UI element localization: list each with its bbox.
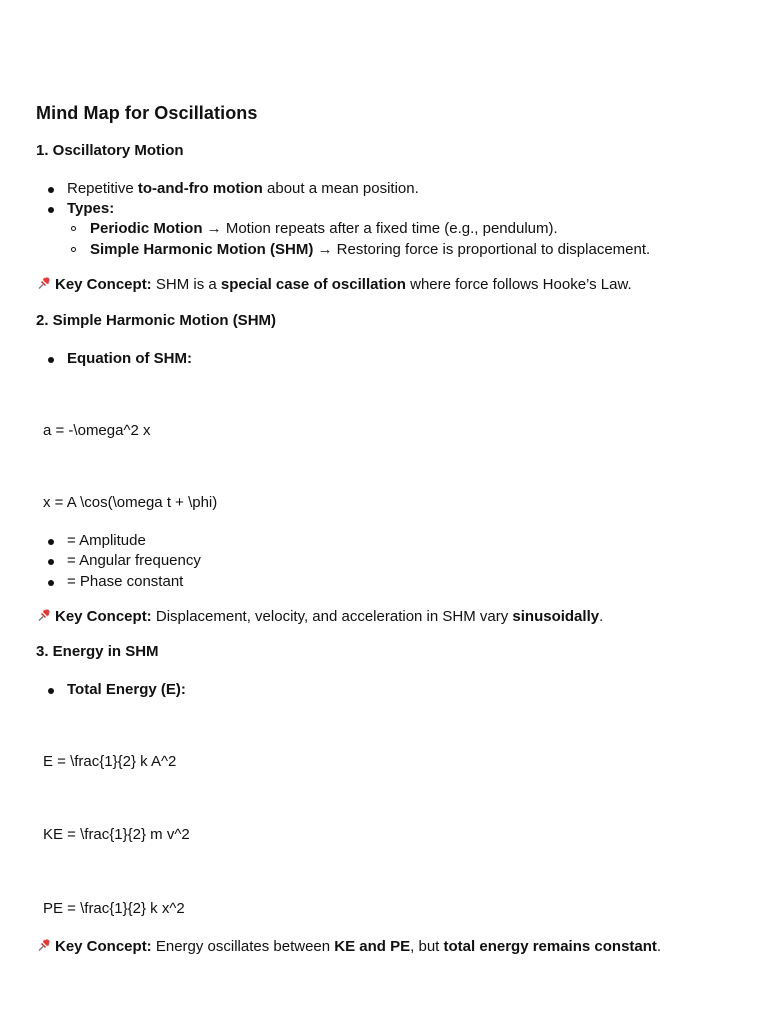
s1-sub-bullet-2: Simple Harmonic Motion (SHM) → Restoring force is proportional to displacement. [90,241,650,258]
pushpin-icon [36,937,52,953]
pushpin-icon [36,607,52,623]
pushpin-icon [36,275,52,291]
equation-displacement: x = A \cos(\omega t + \phi) [43,494,218,511]
bullet-icon [48,207,54,213]
bullet-icon [48,357,54,363]
s2-bullet-1: Equation of SHM: [67,350,192,367]
page-title: Mind Map for Oscillations [36,103,258,123]
bullet-icon [48,580,54,586]
section-3-heading: 3. Energy in SHM [36,643,159,660]
circle-bullet-icon [71,226,76,231]
s2-list-item-3: = Phase constant [67,573,183,590]
section-1-heading: 1. Oscillatory Motion [36,142,184,159]
s3-key-concept: Key Concept: Energy oscillates between KE and PE, but total energy remains constant. [36,937,661,955]
equation-kinetic-energy: KE = \frac{1}{2} m v^2 [43,826,190,843]
s1-bullet-1: Repetitive to-and-fro motion about a mean position. [67,180,419,197]
circle-bullet-icon [71,247,76,252]
s2-list-item-2: = Angular frequency [67,552,201,569]
section-2-heading: 2. Simple Harmonic Motion (SHM) [36,312,277,329]
s1-bullet-2: Types: [67,200,114,217]
s1-sub-bullet-1: Periodic Motion → Motion repeats after a fixed time (e.g., pendulum). [90,220,558,237]
s2-key-concept: Key Concept: Displacement, velocity, and acceleration in SHM vary sinusoidally. [36,607,603,625]
s3-bullet-1: Total Energy (E): [67,681,186,698]
s1-key-concept: Key Concept: SHM is a special case of oscillation where force follows Hooke’s Law. [36,275,632,293]
s2-list-item-1: = Amplitude [67,532,146,549]
equation-potential-energy: PE = \frac{1}{2} k x^2 [43,900,185,917]
bullet-icon [48,559,54,565]
bullet-icon [48,187,54,193]
equation-acceleration: a = -\omega^2 x [43,422,151,439]
equation-total-energy: E = \frac{1}{2} k A^2 [43,753,177,770]
bullet-icon [48,688,54,694]
bullet-icon [48,539,54,545]
